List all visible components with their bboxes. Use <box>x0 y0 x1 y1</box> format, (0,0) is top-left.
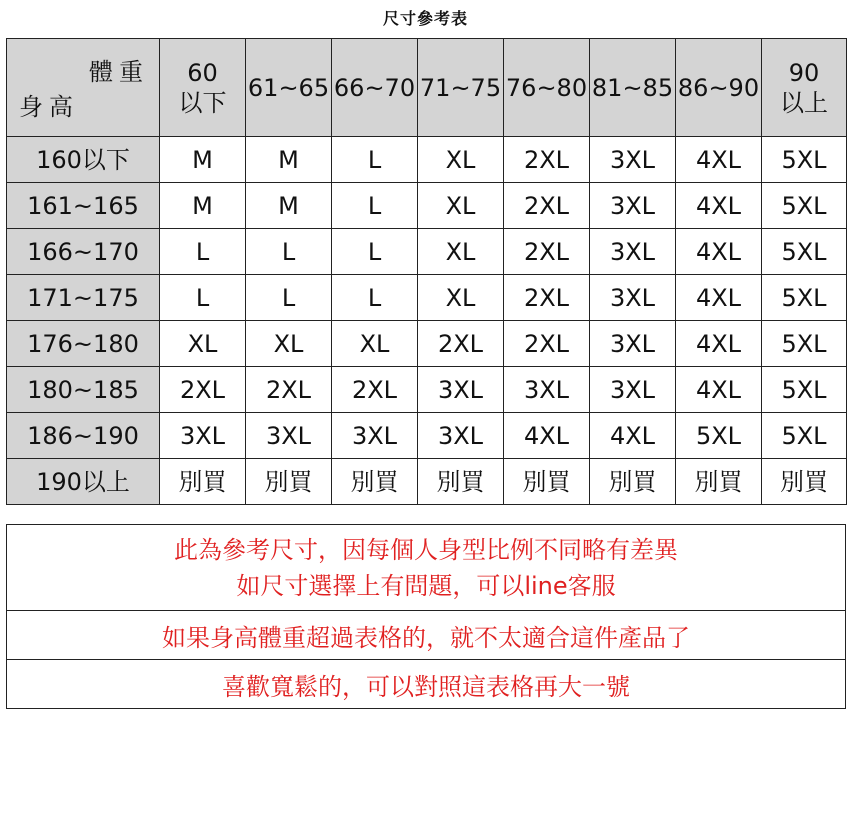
size-table <box>6 38 847 505</box>
size-cell: 別買 <box>160 459 246 505</box>
size-cell: L <box>332 183 418 229</box>
note-loose-fit: 喜歡寬鬆的，可以對照這表格再大一號 <box>7 660 846 709</box>
height-range-cell: 190以上 <box>7 459 160 505</box>
height-range-cell: 171~175 <box>7 275 160 321</box>
size-cell: XL <box>418 275 504 321</box>
size-cell: M <box>246 137 332 183</box>
height-range-cell: 160以下 <box>7 137 160 183</box>
table-row <box>7 183 847 229</box>
height-range-cell: 166~170 <box>7 229 160 275</box>
size-cell: 3XL <box>504 367 590 413</box>
size-cell: 別買 <box>762 459 847 505</box>
weight-col-label: 76~80 <box>505 73 588 102</box>
height-range-cell: 161~165 <box>7 183 160 229</box>
note-disclaimer: 此為參考尺寸，因每個人身型比例不同略有差異 <box>174 535 678 564</box>
note-oversize: 如果身高體重超過表格的，就不太適合這件產品了 <box>7 611 846 660</box>
notes-table <box>6 524 846 709</box>
size-cell: 2XL <box>160 367 246 413</box>
size-cell: 2XL <box>504 229 590 275</box>
height-range-cell: 180~185 <box>7 367 160 413</box>
size-cell: M <box>246 183 332 229</box>
size-cell: L <box>246 229 332 275</box>
size-cell: 5XL <box>762 275 847 321</box>
size-cell: 3XL <box>590 137 676 183</box>
size-cell: XL <box>418 137 504 183</box>
header-row <box>7 39 847 137</box>
weight-col-header <box>590 39 676 137</box>
weight-col-label: 90 <box>788 58 820 87</box>
note-contact: 如尺寸選擇上有問題，可以line客服 <box>236 571 616 600</box>
size-cell: 2XL <box>504 183 590 229</box>
size-cell: M <box>160 183 246 229</box>
size-cell: 3XL <box>590 183 676 229</box>
size-cell: 3XL <box>418 413 504 459</box>
note-disclaimer-cell <box>7 525 846 611</box>
size-cell: 4XL <box>504 413 590 459</box>
size-cell: XL <box>418 229 504 275</box>
table-row <box>7 275 847 321</box>
size-cell: 3XL <box>590 321 676 367</box>
size-cell: XL <box>332 321 418 367</box>
weight-col-header <box>762 39 847 137</box>
size-cell: 3XL <box>590 275 676 321</box>
table-row <box>7 321 847 367</box>
size-cell: 5XL <box>762 183 847 229</box>
table-row <box>7 229 847 275</box>
size-cell: L <box>160 275 246 321</box>
size-cell: 5XL <box>762 137 847 183</box>
size-cell: 3XL <box>160 413 246 459</box>
size-cell: 別買 <box>504 459 590 505</box>
size-cell: 3XL <box>246 413 332 459</box>
size-cell: 5XL <box>762 367 847 413</box>
size-cell: XL <box>246 321 332 367</box>
size-cell: XL <box>418 183 504 229</box>
size-cell: XL <box>160 321 246 367</box>
size-cell: 2XL <box>504 137 590 183</box>
size-cell: 5XL <box>762 229 847 275</box>
height-range-cell: 176~180 <box>7 321 160 367</box>
chart-title: 尺寸參考表 <box>382 9 468 28</box>
table-row <box>7 137 847 183</box>
size-cell: 5XL <box>762 321 847 367</box>
height-range-cell: 186~190 <box>7 413 160 459</box>
weight-col-header <box>418 39 504 137</box>
size-cell: 別買 <box>590 459 676 505</box>
table-row <box>7 367 847 413</box>
size-cell: 別買 <box>246 459 332 505</box>
size-cell: 4XL <box>676 367 762 413</box>
size-cell: 別買 <box>332 459 418 505</box>
corner-header-cell <box>7 39 160 137</box>
weight-col-label: 以下 <box>178 88 227 117</box>
size-cell: 2XL <box>246 367 332 413</box>
table-row <box>7 413 847 459</box>
weight-col-label: 60 <box>187 58 218 87</box>
size-cell: 3XL <box>332 413 418 459</box>
height-header-label: 身高 <box>19 93 79 121</box>
size-cell: 5XL <box>762 413 847 459</box>
size-cell: 2XL <box>332 367 418 413</box>
size-cell: 2XL <box>504 275 590 321</box>
size-cell: 4XL <box>676 229 762 275</box>
size-cell: 2XL <box>504 321 590 367</box>
size-cell: L <box>332 229 418 275</box>
weight-col-header <box>160 39 246 137</box>
weight-col-label: 61~65 <box>247 73 330 102</box>
table-row <box>7 459 847 505</box>
weight-col-label: 81~85 <box>591 73 674 102</box>
size-cell: 4XL <box>676 137 762 183</box>
weight-col-header <box>676 39 762 137</box>
weight-col-label: 以上 <box>780 88 828 117</box>
size-cell: 別買 <box>676 459 762 505</box>
size-cell: 4XL <box>590 413 676 459</box>
size-cell: 3XL <box>590 367 676 413</box>
size-cell: 4XL <box>676 321 762 367</box>
weight-col-label: 71~75 <box>419 73 502 102</box>
weight-col-header <box>246 39 332 137</box>
size-cell: L <box>160 229 246 275</box>
size-cell: 5XL <box>676 413 762 459</box>
weight-col-header <box>332 39 418 137</box>
size-cell: 3XL <box>590 229 676 275</box>
weight-col-label: 86~90 <box>677 73 760 102</box>
size-cell: 別買 <box>418 459 504 505</box>
weight-col-label: 66~70 <box>333 73 416 102</box>
size-cell: L <box>332 275 418 321</box>
size-cell: 4XL <box>676 183 762 229</box>
size-cell: M <box>160 137 246 183</box>
size-cell: L <box>246 275 332 321</box>
size-cell: 3XL <box>418 367 504 413</box>
size-cell: 2XL <box>418 321 504 367</box>
weight-col-header <box>504 39 590 137</box>
size-cell: 4XL <box>676 275 762 321</box>
weight-header-label: 體重 <box>89 58 149 86</box>
size-cell: L <box>332 137 418 183</box>
